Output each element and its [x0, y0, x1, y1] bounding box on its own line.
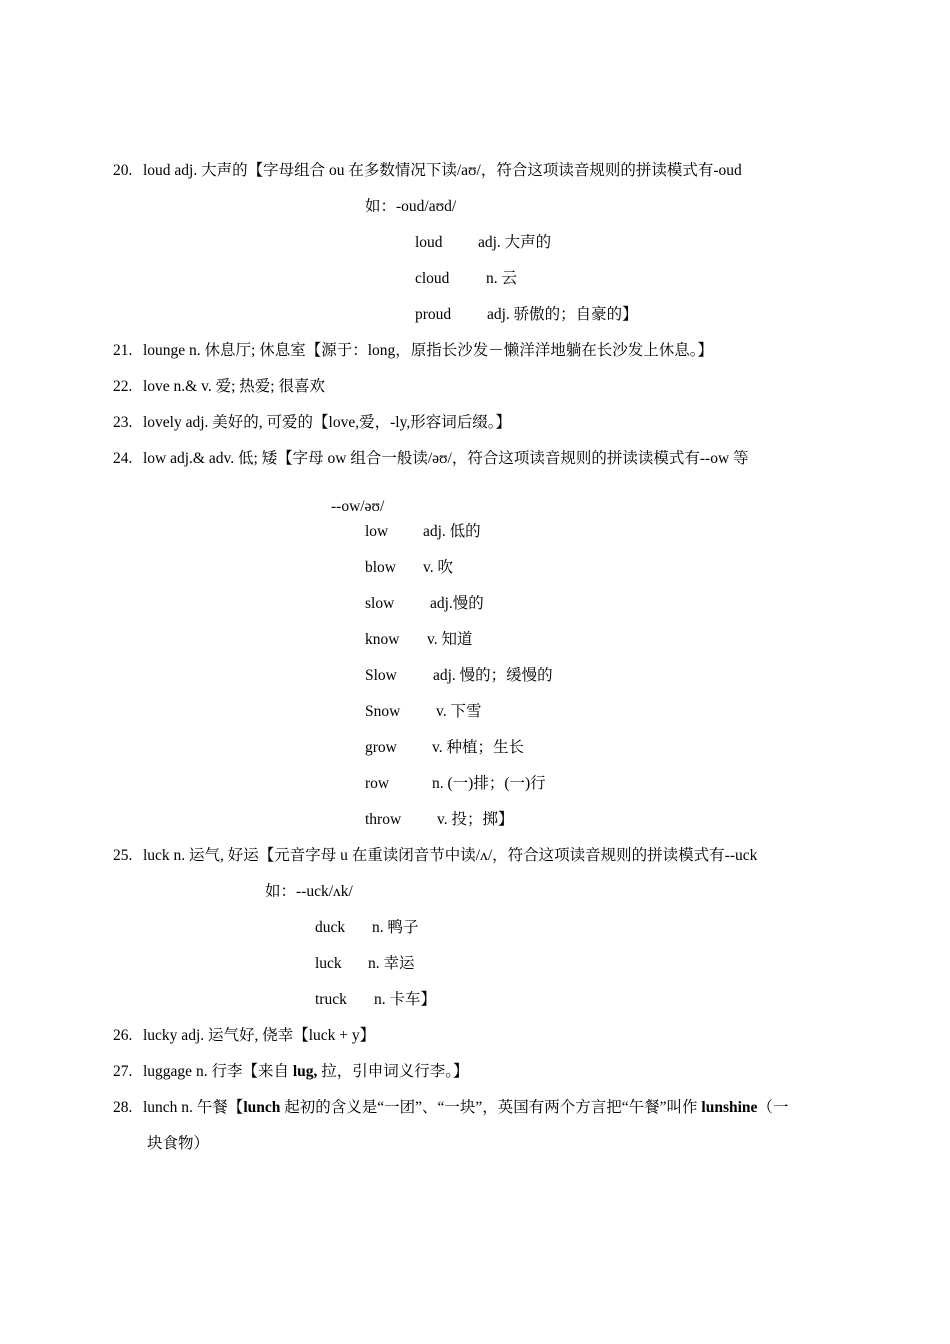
entry-number: 22.: [113, 378, 133, 395]
entry-26: [113, 1026, 375, 1046]
example-gloss: v. 种植；生长: [432, 739, 524, 756]
example-row: [365, 594, 484, 614]
example-word: slow: [365, 595, 395, 612]
entry-number: 27.: [113, 1063, 133, 1080]
example-gloss: adj. 骄傲的；自豪的】: [487, 306, 638, 323]
example-word: truck: [315, 991, 347, 1008]
example-row: [365, 522, 481, 542]
example-word: Slow: [365, 667, 397, 684]
example-gloss: v. 知道: [427, 631, 473, 648]
entry-text-post: 拉，引申词义行李。】: [317, 1063, 469, 1080]
entry-number: 24.: [113, 450, 133, 467]
pattern-line: 如：-oud/aʊd/: [365, 198, 457, 215]
entry-24: [113, 449, 749, 469]
entry-text: lounge n. 休息厅; 休息室【源于：long，原指长沙发－懒洋洋地躺在长沙发上休息。】: [143, 342, 714, 359]
entry-22: [113, 377, 325, 397]
entry-23: [113, 413, 511, 433]
example-gloss: adj. 大声的: [478, 234, 552, 251]
example-word: Snow: [365, 703, 401, 720]
example-row: [365, 666, 553, 686]
entry-number: 23.: [113, 414, 133, 431]
entry-text: love n.& v. 爱; 热爱; 很喜欢: [143, 378, 325, 395]
example-gloss: n. (一)排；(一)行: [432, 775, 546, 792]
example-word: proud: [415, 306, 452, 323]
example-row: [415, 305, 638, 325]
entry-27: [113, 1062, 469, 1082]
entry-number: 28.: [113, 1099, 133, 1116]
entry-text-bold: lunshine: [701, 1099, 758, 1116]
example-gloss: adj. 慢的；缓慢的: [433, 667, 553, 684]
entry-28-continuation: 块食物）: [147, 1135, 210, 1152]
entry-number: 20.: [113, 162, 133, 179]
example-row: [415, 233, 551, 253]
entry-text: low adj.& adv. 低; 矮【字母 ow 组合一般读/əʊ/，符合这项读音规则的拼读读模式有--ow 等: [143, 450, 749, 467]
example-gloss: v. 下雪: [436, 703, 482, 720]
entry-25: [113, 846, 757, 866]
example-word: low: [365, 523, 389, 540]
example-gloss: adj.慢的: [430, 595, 484, 612]
entry-number: 26.: [113, 1027, 133, 1044]
example-row: [365, 810, 514, 830]
entry-text-mid: 起初的含义是“一团”、“一块”，英国有两个方言把“午餐”叫作: [280, 1099, 702, 1116]
example-word: duck: [315, 919, 346, 936]
entry-text: lucky adj. 运气好, 侥幸【luck + y】: [143, 1027, 376, 1044]
entry-text: luck n. 运气, 好运【元音字母 u 在重读闭音节中读/ʌ/，符合这项读音规则的拼读模式有--uck: [143, 847, 758, 864]
example-gloss: n. 云: [486, 270, 518, 287]
entry-21: [113, 341, 713, 361]
example-row: [415, 269, 517, 289]
example-row: [365, 630, 473, 650]
entry-text-post: （一: [757, 1099, 789, 1116]
entry-number: 21.: [113, 342, 133, 359]
entry-text: lovely adj. 美好的, 可爱的【love,爱，-ly,形容词后缀。】: [143, 414, 511, 431]
example-word: row: [365, 775, 390, 792]
example-gloss: n. 鸭子: [372, 919, 419, 936]
example-gloss: v. 投；掷】: [437, 811, 514, 828]
example-row: [365, 738, 524, 758]
entry-text-pre: luggage n. 行李【来自: [143, 1063, 293, 1080]
example-row: [365, 774, 546, 794]
entry-number: 25.: [113, 847, 133, 864]
entry-text-bold: lunch: [243, 1099, 281, 1116]
example-row: [365, 702, 482, 722]
example-word: know: [365, 631, 400, 648]
example-word: blow: [365, 559, 396, 576]
example-row: [315, 954, 415, 974]
entry-text-pre: lunch n. 午餐【: [143, 1099, 244, 1116]
entry-28: [113, 1098, 788, 1118]
pattern-line: --ow/əʊ/: [331, 498, 385, 515]
example-gloss: n. 幸运: [368, 955, 415, 972]
example-word: grow: [365, 739, 397, 756]
example-row: [315, 990, 436, 1010]
entry-20: [113, 161, 742, 181]
example-row: [315, 918, 419, 938]
example-word: loud: [415, 234, 443, 251]
example-gloss: v. 吹: [423, 559, 453, 576]
entry-text-bold: lug,: [292, 1063, 318, 1080]
entry-text: loud adj. 大声的【字母组合 ou 在多数情况下读/aʊ/，符合这项读音规则的拼读模式有-oud: [143, 162, 742, 179]
example-gloss: adj. 低的: [423, 523, 481, 540]
pattern-line: 如：--uck/ʌk/: [265, 883, 353, 900]
example-word: throw: [365, 811, 402, 828]
example-row: [365, 558, 453, 578]
example-word: luck: [315, 955, 342, 972]
example-word: cloud: [415, 270, 450, 287]
example-gloss: n. 卡车】: [374, 991, 437, 1008]
